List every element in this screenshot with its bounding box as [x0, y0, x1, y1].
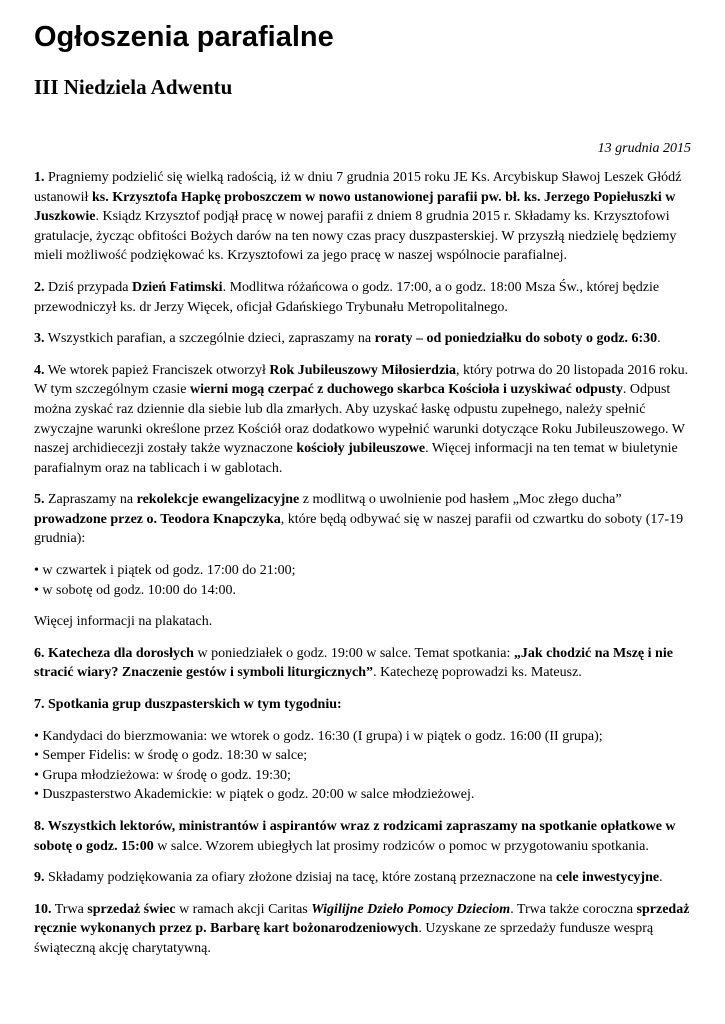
- announcement-8: [34, 817, 691, 856]
- text: z modlitwą o uwolnienie pod hasłem „Moc złego ducha”: [299, 492, 622, 508]
- announcement-number: 5.: [34, 492, 45, 508]
- text: .: [659, 870, 663, 886]
- text: w ramach akcji Caritas: [175, 901, 312, 917]
- announcement-5: [34, 490, 691, 549]
- announcement-number: 8.: [34, 819, 45, 835]
- bold-text: kościoły jubileuszowe: [296, 441, 426, 457]
- bold-text: Dzień Fatimski: [131, 279, 223, 295]
- text: . Więcej informacji na ten temat w biuletynie parafialnym oraz na tablicach i w gablotach.: [34, 441, 678, 476]
- list-item: • Kandydaci do bierzmowania: we wtorek o godz. 16:30 (I grupa) i w piątek o godz. 16:00 (II grupa);: [34, 727, 691, 747]
- bold-text: Wszystkich lektorów, ministrantów i aspirantów wraz z rodzicami zapraszamy na spotkanie opłatkowe w sobotę o godz. 15:00: [34, 819, 676, 854]
- bold-text: sprzedaż świec: [87, 901, 176, 917]
- bold-text: wierni mogą czerpać z duchowego skarbca Kościoła i uzyskiwać odpusty: [190, 382, 623, 398]
- bold-text: sprzedaż ręcznie wykonanych przez p. Barbarę kart bożonarodzeniowych: [34, 901, 690, 937]
- bold-text: rekolekcje ewangelizacyjne: [136, 492, 300, 508]
- bold-text: prowadzone przez o. Teodora Knapczyka: [34, 511, 281, 527]
- text: . Odpust można zyskać raz dziennie dla siebie lub dla zmarłych. Aby uzyskać łaskę odpustu zupełnego, należy spełnić zwyczajne warunki określone przez Kościół oraz dodatkowo wypełnić warunki dotyczące Roku Jubileuszowego. W naszej archidiecezji zostały także wyznaczone: [34, 382, 685, 457]
- announcement-10: [34, 900, 691, 959]
- list-item: • Semper Fidelis: w środę o godz. 18:30 w salce;: [34, 746, 691, 766]
- announcement-1: [34, 168, 691, 266]
- announcement-number: 6.: [34, 645, 45, 661]
- announcement-number: 2.: [34, 279, 45, 295]
- text: w salce. Wzorem ubiegłych lat prosimy rodziców o pomoc w przygotowaniu spotkania.: [153, 838, 649, 854]
- text: . Uzyskane ze sprzedaży fundusze wesprą świąteczną akcję charytatywną.: [34, 921, 654, 956]
- text: . Ksiądz Krzysztof podjął pracę w nowej parafii z dniem 8 grudnia 2015 r. Składamy ks. Krzysztofowi gratulacje, życząc obfitości Bożych darów na ten nowy czas pracy duszpasterskiej. W przyszłą niedzielę będziemy mieli możliwość podziękować ks. Krzysztofowi za jego pracę w naszej wspólnocie parafialnej.: [34, 209, 677, 264]
- text: . Modlitwa różańcowa o godz. 17:00, a o godz. 18:00 Msza Św., której będzie przewodniczył ks. dr Jerzy Więcek, oficjał Gdańskiego Trybunału Metropolitalnego.: [34, 279, 660, 315]
- text: Trwa: [51, 901, 88, 917]
- bold-text: roraty – od poniedziałku do soboty o godz. 6:30: [374, 331, 658, 347]
- text: Składamy podziękowania za ofiary złożone dzisiaj na tacę, które zostaną przeznaczone na: [44, 870, 557, 886]
- bold-italic-text: Wigilijne Dzieło Pomocy Dzieciom: [311, 901, 511, 917]
- announcement-number: 4.: [34, 362, 45, 378]
- retreat-schedule-list: [34, 561, 691, 600]
- page-subtitle: III Niedziela Adwentu: [34, 74, 233, 99]
- announcement-4: [34, 361, 691, 479]
- text: Wszystkich parafian, a szczególnie dzieci, zapraszamy na: [44, 331, 375, 347]
- text: Dziś przypada: [44, 279, 132, 295]
- bold-text: Rok Jubileuszowy Miłosierdzia: [269, 362, 457, 378]
- bold-text: ks. Krzysztofa Hapkę proboszczem w nowo ustanowionej parafii pw. bł. ks. Jerzego Popiełuszki w Juszkowie: [34, 189, 676, 225]
- text: . Katechezę poprowadzi ks. Mateusz.: [373, 665, 582, 681]
- text: , który potrwa do 20 listopada 2016 roku. W tym szczególnym czasie: [34, 362, 689, 398]
- list-item: • Grupa młodzieżowa: w środę o godz. 19:30;: [34, 766, 691, 786]
- announcement-number: 9.: [34, 870, 45, 886]
- text: Pragniemy podzielić się wielką radością, iż w dniu 7 grudnia 2015 roku JE Ks. Arcybiskup Sławoj Leszek Głódź ustanowił: [34, 169, 682, 205]
- announcement-number: 1.: [34, 169, 45, 185]
- list-item: • w sobotę od godz. 10:00 do 14:00.: [34, 581, 691, 601]
- text: , które będą odbywać się w naszej parafii od czwartku do soboty (17-19 grudnia):: [34, 511, 684, 547]
- text: .: [657, 331, 661, 347]
- page-title: Ogłoszenia parafialne: [34, 21, 334, 53]
- list-item: • w czwartek i piątek od godz. 17:00 do 21:00;: [34, 561, 691, 581]
- announcement-2: [34, 278, 691, 317]
- announcement-9: [34, 868, 691, 888]
- bold-text: Spotkania grup duszpasterskich w tym tygodniu:: [44, 697, 342, 713]
- announcement-6: [34, 644, 691, 683]
- bold-text: Katecheza dla dorosłych: [44, 645, 194, 661]
- announcement-5-note: Więcej informacji na plakatach.: [34, 614, 213, 630]
- announcement-number: 7.: [34, 697, 45, 713]
- bold-text: cele inwestycyjne: [556, 870, 660, 886]
- text: We wtorek papież Franciszek otworzył: [44, 362, 270, 378]
- groups-schedule-list: [34, 727, 691, 805]
- announcement-number: 3.: [34, 331, 45, 347]
- list-item: • Duszpasterstwo Akademickie: w piątek o godz. 20:00 w salce młodzieżowej.: [34, 785, 691, 805]
- text: w poniedziałek o godz. 19:00 w salce. Temat spotkania:: [193, 645, 514, 661]
- bold-text: „Jak chodzić na Mszę i nie stracić wiary? Znaczenie gestów i symboli liturgicznych”: [34, 645, 673, 681]
- announcement-number: 10.: [34, 901, 52, 917]
- announcement-3: [34, 329, 691, 349]
- date: 13 grudnia 2015: [597, 140, 691, 156]
- text: . Trwa także coroczna: [510, 901, 637, 917]
- announcement-7: [34, 695, 691, 715]
- text: Zapraszamy na: [44, 492, 137, 508]
